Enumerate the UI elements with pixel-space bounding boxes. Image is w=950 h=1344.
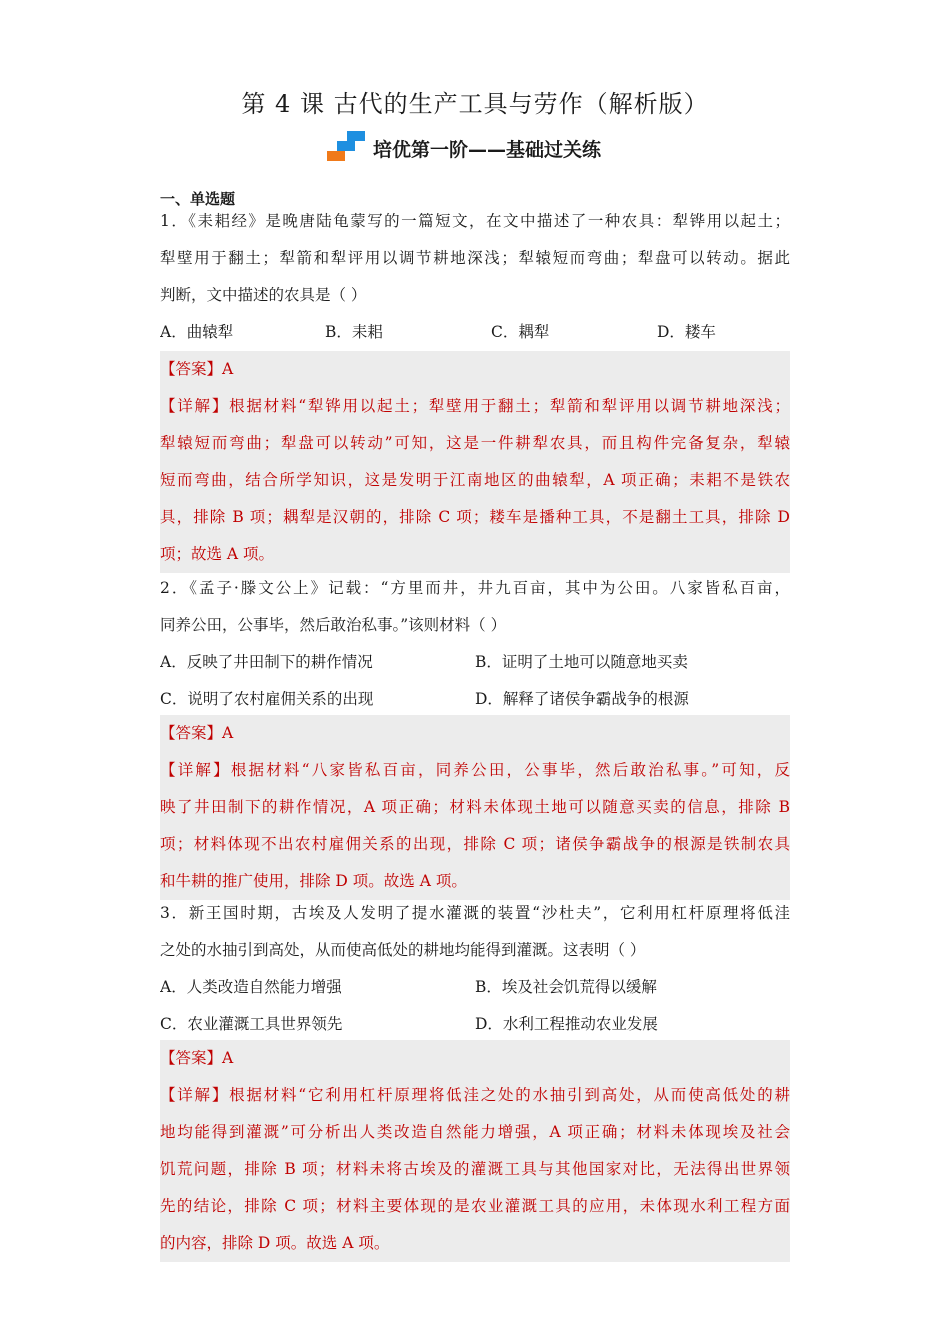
option-b[interactable]: B．埃及社会饥荒得以缓解 bbox=[475, 978, 657, 996]
options-row bbox=[160, 644, 790, 681]
analysis-line: 和牛耕的推广使用，排除 D 项。故选 A 项。 bbox=[160, 872, 467, 890]
option-a[interactable]: A．人类改造自然能力增强 bbox=[160, 978, 342, 996]
question-2 bbox=[160, 570, 790, 718]
option-c[interactable]: C．农业灌溉工具世界领先 bbox=[160, 1015, 343, 1033]
option-b[interactable]: B．耒耜 bbox=[325, 323, 383, 341]
subtitle-text: 培优第一阶——基础过关练 bbox=[373, 138, 602, 161]
analysis-line: 短而弯曲，结合所学知识，这是发明于江南地区的曲辕犁，A 项正确；耒耜不是铁农 bbox=[160, 471, 790, 489]
question-stem-line: 3．新王国时期，古埃及人发明了提水灌溉的装置“沙杜夫”，它利用杠杆原理将低洼 bbox=[160, 904, 790, 922]
option-d[interactable]: D．解释了诸侯争霸战争的根源 bbox=[475, 690, 689, 708]
option-d[interactable]: D．水利工程推动农业发展 bbox=[475, 1015, 658, 1033]
analysis-line: 【详解】根据材料“犁铧用以起土；犁壁用于翻土；犁箭和犁评用以调节耕地深浅； bbox=[160, 397, 790, 415]
question-stem-line: 1．《耒耜经》是晚唐陆龟蒙写的一篇短文，在文中描述了一种农具：犁铧用以起土； bbox=[160, 212, 790, 230]
option-a[interactable]: A．反映了井田制下的耕作情况 bbox=[160, 653, 373, 671]
options-row bbox=[160, 314, 790, 351]
steps-logo-icon bbox=[327, 131, 369, 165]
analysis-line: 映了井田制下的耕作情况，A 项正确；材料未体现土地可以随意买卖的信息，排除 B bbox=[160, 798, 790, 816]
analysis-line: 项；故选 A 项。 bbox=[160, 545, 275, 563]
option-b[interactable]: B．证明了土地可以随意地买卖 bbox=[475, 653, 688, 671]
subtitle-banner bbox=[327, 130, 601, 166]
analysis-line: 地均能得到灌溉”可分析出人类改造自然能力增强，A 项正确；材料未体现埃及社会 bbox=[160, 1123, 790, 1141]
options-row bbox=[160, 969, 790, 1006]
answer-line: 【答案】A bbox=[160, 724, 234, 742]
question-stem-line: 判断，文中描述的农具是（ ） bbox=[160, 286, 367, 304]
analysis-line: 【详解】根据材料“它利用杠杆原理将低洼之处的水抽引到高处，从而使高低处的耕 bbox=[160, 1086, 790, 1104]
answer-line: 【答案】A bbox=[160, 1049, 234, 1067]
question-stem-line: 犁壁用于翻土；犁箭和犁评用以调节耕地深浅；犁辕短而弯曲；犁盘可以转动。据此 bbox=[160, 249, 790, 267]
analysis-line: 具，排除 B 项；耦犁是汉朝的，排除 C 项；耧车是播种工具，不是翻土工具，排除 D bbox=[160, 508, 790, 526]
answer-box-2 bbox=[160, 715, 790, 900]
analysis-line: 的内容，排除 D 项。故选 A 项。 bbox=[160, 1234, 390, 1252]
answer-box-3 bbox=[160, 1040, 790, 1262]
question-stem-line: 之处的水抽引到高处，从而使高低处的耕地均能得到灌溉。这表明（ ） bbox=[160, 941, 646, 959]
analysis-line: 先的结论，排除 C 项；材料主要体现的是农业灌溉工具的应用，未体现水利工程方面 bbox=[160, 1197, 790, 1215]
analysis-line: 【详解】根据材料“八家皆私百亩，同养公田，公事毕，然后敢治私事。”可知，反 bbox=[160, 761, 790, 779]
options-row bbox=[160, 681, 790, 718]
question-stem-line: 同养公田，公事毕，然后敢治私事。”该则材料（ ） bbox=[160, 616, 507, 634]
question-1 bbox=[160, 203, 790, 351]
question-3 bbox=[160, 895, 790, 1043]
option-d[interactable]: D．耧车 bbox=[657, 323, 716, 341]
answer-line: 【答案】A bbox=[160, 360, 234, 378]
option-a[interactable]: A．曲辕犁 bbox=[160, 323, 234, 341]
analysis-line: 饥荒问题，排除 B 项；材料未将古埃及的灌溉工具与其他国家对比，无法得出世界领 bbox=[160, 1160, 790, 1178]
analysis-line: 项；材料体现不出农村雇佣关系的出现，排除 C 项；诸侯争霸战争的根源是铁制农具 bbox=[160, 835, 790, 853]
analysis-line: 犁辕短而弯曲；犁盘可以转动”可知，这是一件耕犁农具，而且构件完备复杂，犁辕 bbox=[160, 434, 790, 452]
options-row bbox=[160, 1006, 790, 1043]
page-title: 第 4 课 古代的生产工具与劳作（解析版） bbox=[241, 90, 709, 118]
question-stem-line: 2．《孟子·滕文公上》记载：“方里而井，井九百亩，其中为公田。八家皆私百亩， bbox=[160, 579, 790, 597]
option-c[interactable]: C．耦犁 bbox=[491, 323, 550, 341]
answer-box-1 bbox=[160, 351, 790, 573]
option-c[interactable]: C．说明了农村雇佣关系的出现 bbox=[160, 690, 374, 708]
section-heading: 一、单选题 bbox=[160, 190, 236, 208]
